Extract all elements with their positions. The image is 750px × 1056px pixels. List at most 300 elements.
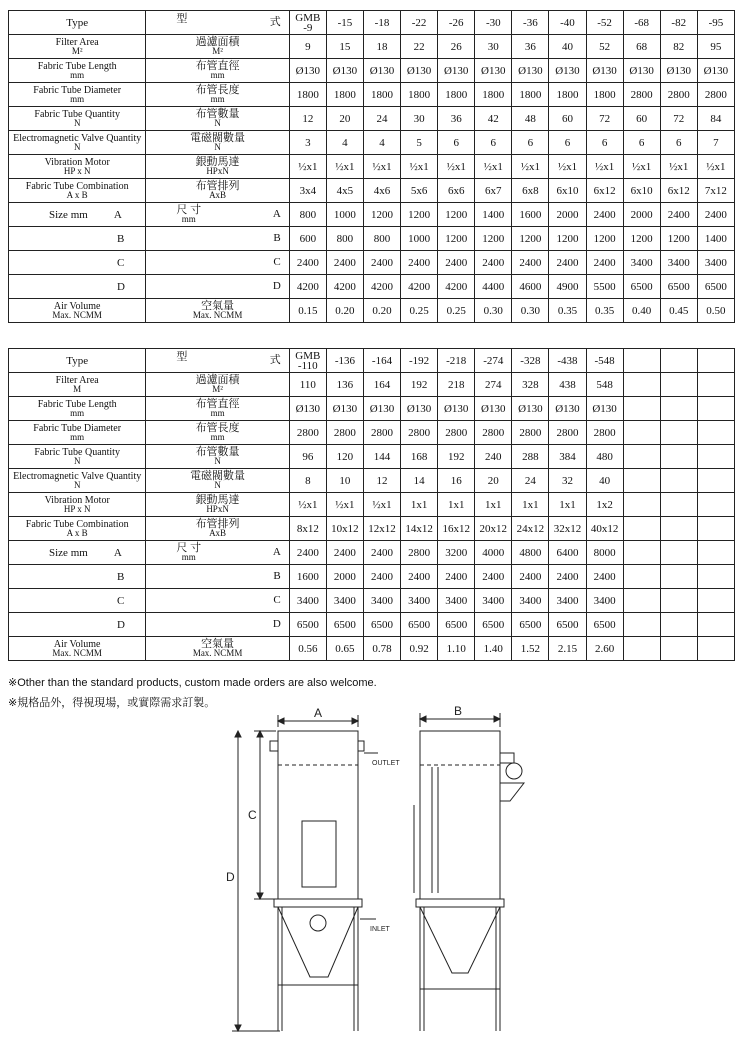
model-header: -164 (363, 349, 400, 373)
model-header (623, 349, 660, 373)
value-cell: 1200 (549, 227, 586, 251)
size-row (9, 275, 735, 299)
value-cell (660, 637, 697, 661)
header-row (9, 349, 735, 373)
value-cell: 1200 (475, 227, 512, 251)
value-cell: ½x1 (363, 155, 400, 179)
row-label-zh-unit: mm (210, 93, 225, 104)
value-cell: 4800 (512, 541, 549, 565)
value-cell: 0.25 (401, 299, 438, 323)
dim-d-label: D (226, 870, 235, 884)
value-cell: 5x6 (401, 179, 438, 203)
row-label-zh (146, 493, 289, 517)
value-cell: 1200 (363, 203, 400, 227)
value-cell: 6500 (438, 613, 475, 637)
row-label-zh (146, 373, 289, 397)
value-cell: 4200 (363, 275, 400, 299)
row-label-en-unit: A x B (66, 527, 88, 538)
value-cell: 2800 (401, 421, 438, 445)
value-cell: ½x1 (289, 493, 326, 517)
value-cell: 3400 (697, 251, 734, 275)
value-cell: 6500 (697, 275, 734, 299)
value-cell: 6 (512, 131, 549, 155)
value-cell: 2800 (438, 421, 475, 445)
row-label-en-main: Filter Area (55, 36, 99, 48)
value-cell: 42 (475, 107, 512, 131)
spec-row (9, 59, 735, 83)
value-cell: 0.35 (549, 299, 586, 323)
value-cell: 14 (401, 469, 438, 493)
value-cell: 1800 (363, 83, 400, 107)
dim-c-label: C (248, 808, 257, 822)
value-cell: 2400 (660, 203, 697, 227)
value-cell: 4x6 (363, 179, 400, 203)
value-cell: 2800 (289, 421, 326, 445)
row-label-en (9, 59, 146, 83)
row-label-zh-main: 布管長度 (195, 83, 240, 96)
value-cell: 6500 (326, 613, 363, 637)
value-cell: ½x1 (623, 155, 660, 179)
value-cell (660, 493, 697, 517)
value-cell: 0.25 (438, 299, 475, 323)
value-cell: 1200 (586, 227, 623, 251)
value-cell: 0.65 (326, 637, 363, 661)
row-label-en-unit: M² (71, 45, 83, 56)
row-label-en (9, 517, 146, 541)
value-cell: 0.30 (475, 299, 512, 323)
value-cell: 2400 (512, 251, 549, 275)
row-label-en-unit: N (73, 479, 81, 490)
value-cell: 36 (438, 107, 475, 131)
value-cell: ½x1 (512, 155, 549, 179)
value-cell: 8x12 (289, 517, 326, 541)
air-label-en-unit: Max. NCMM (52, 647, 102, 658)
value-cell: 6x6 (438, 179, 475, 203)
value-cell: 20 (326, 107, 363, 131)
value-cell: Ø130 (438, 397, 475, 421)
row-label-en-unit: M (73, 383, 82, 394)
value-cell: 3400 (475, 589, 512, 613)
value-cell (697, 373, 734, 397)
value-cell (660, 517, 697, 541)
spec-row (9, 131, 735, 155)
row-label-zh (146, 131, 289, 155)
value-cell: 2400 (363, 565, 400, 589)
size-row (9, 589, 735, 613)
size-label-en (9, 613, 146, 637)
value-cell: 6x12 (660, 179, 697, 203)
value-cell: 6x8 (512, 179, 549, 203)
front-view (226, 706, 400, 1031)
value-cell: 2800 (363, 421, 400, 445)
value-cell: Ø130 (697, 59, 734, 83)
value-cell: 4000 (475, 541, 512, 565)
value-cell: 84 (697, 107, 734, 131)
row-label-en (9, 493, 146, 517)
spec-row (9, 421, 735, 445)
value-cell: 1.40 (475, 637, 512, 661)
value-cell: 1800 (438, 83, 475, 107)
value-cell: 800 (289, 203, 326, 227)
spec-row (9, 493, 735, 517)
value-cell: 3400 (549, 589, 586, 613)
value-cell (697, 541, 734, 565)
value-cell: 2400 (438, 251, 475, 275)
size-label-zh (146, 541, 289, 565)
value-cell: 14x12 (401, 517, 438, 541)
value-cell: 72 (586, 107, 623, 131)
size-row (9, 251, 735, 275)
row-label-en (9, 83, 146, 107)
value-cell: 2400 (363, 251, 400, 275)
model-header: -30 (475, 11, 512, 35)
value-cell: 6500 (512, 613, 549, 637)
value-cell: 192 (438, 445, 475, 469)
value-cell (660, 421, 697, 445)
value-cell: 2400 (289, 251, 326, 275)
value-cell: 168 (401, 445, 438, 469)
value-cell: ½x1 (660, 155, 697, 179)
value-cell: 6 (438, 131, 475, 155)
value-cell: 1400 (475, 203, 512, 227)
value-cell: 0.56 (289, 637, 326, 661)
row-label-en-main: Fabric Tube Diameter (33, 422, 122, 434)
value-cell (697, 421, 734, 445)
value-cell: 4x5 (326, 179, 363, 203)
value-cell: 3400 (512, 589, 549, 613)
value-cell (697, 565, 734, 589)
side-view (414, 705, 524, 1031)
value-cell: 164 (363, 373, 400, 397)
row-label-zh-unit: M² (212, 383, 223, 394)
value-cell: 40 (549, 35, 586, 59)
value-cell: 1x1 (512, 493, 549, 517)
model-header: -36 (512, 11, 549, 35)
size-label-zh-unit: mm (181, 552, 196, 562)
value-cell: ½x1 (326, 493, 363, 517)
value-cell: 6x12 (586, 179, 623, 203)
dim-a-label: A (314, 706, 323, 720)
value-cell: 4 (363, 131, 400, 155)
air-label-zh-unit: Max. NCMM (192, 309, 243, 320)
size-row (9, 613, 735, 637)
value-cell (623, 493, 660, 517)
type-label-zh (146, 349, 289, 373)
value-cell (623, 613, 660, 637)
model-header (697, 349, 734, 373)
value-cell: 1200 (401, 203, 438, 227)
row-label-zh-unit: HPxN (206, 503, 229, 514)
spec-row (9, 469, 735, 493)
row-label-en (9, 445, 146, 469)
header-row (9, 11, 735, 35)
value-cell: 0.30 (512, 299, 549, 323)
value-cell (660, 541, 697, 565)
value-cell: 1x1 (549, 493, 586, 517)
model-header: -95 (697, 11, 734, 35)
value-cell: Ø130 (549, 397, 586, 421)
row-label-en-main: Filter Area (55, 374, 99, 386)
value-cell: 1800 (512, 83, 549, 107)
row-label-en-main: Fabric Tube Quantity (34, 108, 120, 120)
value-cell: 0.15 (289, 299, 326, 323)
row-label-zh (146, 107, 289, 131)
value-cell: 274 (475, 373, 512, 397)
value-cell (697, 637, 734, 661)
value-cell: 2000 (623, 203, 660, 227)
model-header: -68 (623, 11, 660, 35)
row-label-en-unit: mm (70, 69, 85, 80)
value-cell: 24 (512, 469, 549, 493)
custom-order-note-zh: ※規格品外，得視現場，或實際需求訂製。 (8, 696, 216, 709)
value-cell: 2400 (438, 565, 475, 589)
value-cell: 2800 (512, 421, 549, 445)
size-label-en-main: Size mm (49, 546, 88, 559)
value-cell: 6500 (660, 275, 697, 299)
size-letter-zh: C (273, 256, 281, 268)
value-cell: 1200 (438, 227, 475, 251)
value-cell: 15 (326, 35, 363, 59)
value-cell: ½x1 (475, 155, 512, 179)
air-label-en-unit: Max. NCMM (52, 309, 102, 320)
value-cell: 2000 (549, 203, 586, 227)
value-cell: 1800 (475, 83, 512, 107)
size-letter-zh: A (272, 546, 281, 558)
value-cell: 0.20 (363, 299, 400, 323)
value-cell: 1200 (512, 227, 549, 251)
row-label-zh-main: 銀動馬達 (195, 155, 240, 168)
value-cell: 0.35 (586, 299, 623, 323)
value-cell: ½x1 (363, 493, 400, 517)
value-cell (623, 517, 660, 541)
value-cell: 0.45 (660, 299, 697, 323)
value-cell: 0.20 (326, 299, 363, 323)
custom-order-note-en: ※Other than the standard products, custom made orders are also welcome. (8, 677, 377, 689)
value-cell: 1400 (697, 227, 734, 251)
value-cell: 2800 (326, 421, 363, 445)
size-label-en (9, 203, 146, 227)
air-label-zh (146, 299, 289, 323)
spec-row (9, 517, 735, 541)
value-cell: 10 (326, 469, 363, 493)
model-header: -40 (549, 11, 586, 35)
value-cell: 1600 (512, 203, 549, 227)
value-cell: 16 (438, 469, 475, 493)
value-cell: 3200 (438, 541, 475, 565)
row-label-en (9, 179, 146, 203)
value-cell: 3x4 (289, 179, 326, 203)
size-label-zh (146, 251, 289, 275)
value-cell: 7x12 (697, 179, 734, 203)
value-cell: Ø130 (401, 59, 438, 83)
size-letter-zh: B (273, 570, 281, 582)
value-cell: 438 (549, 373, 586, 397)
value-cell: Ø130 (363, 59, 400, 83)
value-cell: Ø130 (289, 59, 326, 83)
value-cell: 2800 (697, 83, 734, 107)
row-label-zh-main: 布管長度 (195, 421, 240, 434)
value-cell: 2800 (660, 83, 697, 107)
value-cell: 4600 (512, 275, 549, 299)
air-label-en (9, 637, 146, 661)
row-label-zh (146, 397, 289, 421)
row-label-zh-unit: M² (212, 45, 223, 56)
value-cell (623, 589, 660, 613)
value-cell: 60 (623, 107, 660, 131)
value-cell: 2400 (549, 251, 586, 275)
value-cell (623, 421, 660, 445)
outlet-label: OUTLET (372, 760, 400, 767)
model-header: GMB -9 (289, 11, 326, 35)
row-label-zh-main: 銀動馬達 (195, 493, 240, 506)
value-cell: 1800 (326, 83, 363, 107)
value-cell: 52 (586, 35, 623, 59)
row-label-zh (146, 83, 289, 107)
value-cell: 10x12 (326, 517, 363, 541)
size-row (9, 227, 735, 251)
row-label-zh-main: 電磁閥數量 (190, 131, 246, 144)
row-label-en (9, 131, 146, 155)
size-label-zh-main: 尺 寸 (176, 542, 202, 554)
row-label-zh-main: 布管排列 (195, 179, 240, 192)
value-cell: 2.15 (549, 637, 586, 661)
value-cell: 2400 (512, 565, 549, 589)
value-cell: 6x7 (475, 179, 512, 203)
value-cell: 4200 (289, 275, 326, 299)
size-row (9, 541, 735, 565)
value-cell: 2400 (401, 251, 438, 275)
type-label-en: Type (9, 11, 146, 35)
value-cell: 3400 (623, 251, 660, 275)
value-cell: 218 (438, 373, 475, 397)
value-cell (623, 397, 660, 421)
size-label-zh-unit: mm (181, 214, 196, 224)
value-cell: 12 (289, 107, 326, 131)
value-cell: Ø130 (660, 59, 697, 83)
value-cell: 2400 (697, 203, 734, 227)
value-cell: 22 (401, 35, 438, 59)
size-letter-en: D (117, 280, 125, 293)
row-label-en (9, 107, 146, 131)
row-label-en (9, 469, 146, 493)
size-letter-en: B (117, 570, 125, 583)
value-cell: Ø130 (623, 59, 660, 83)
value-cell: 1600 (289, 565, 326, 589)
value-cell: Ø130 (363, 397, 400, 421)
value-cell: 1800 (549, 83, 586, 107)
value-cell: Ø130 (586, 59, 623, 83)
value-cell: 4 (326, 131, 363, 155)
size-letter-zh: B (273, 232, 281, 244)
size-label-zh (146, 275, 289, 299)
size-letter-en: A (113, 546, 122, 559)
value-cell: 0.92 (401, 637, 438, 661)
row-label-en-main: Fabric Tube Length (37, 398, 117, 410)
model-header: -548 (586, 349, 623, 373)
value-cell: 2400 (363, 541, 400, 565)
value-cell: 40 (586, 469, 623, 493)
value-cell: 96 (289, 445, 326, 469)
value-cell: 2400 (326, 541, 363, 565)
value-cell (623, 373, 660, 397)
value-cell: 6500 (549, 613, 586, 637)
value-cell: 0.78 (363, 637, 400, 661)
row-label-zh (146, 445, 289, 469)
dust-collector-diagram (210, 705, 540, 1045)
value-cell: 384 (549, 445, 586, 469)
row-label-zh-unit: mm (210, 69, 225, 80)
row-label-zh-main: 過濾面積 (195, 373, 240, 386)
value-cell: 4400 (475, 275, 512, 299)
row-label-zh (146, 179, 289, 203)
value-cell: ½x1 (438, 155, 475, 179)
size-letter-zh: A (272, 208, 281, 220)
value-cell: 24 (363, 107, 400, 131)
row-label-zh (146, 421, 289, 445)
value-cell: 3400 (438, 589, 475, 613)
row-label-zh-main: 布管數量 (195, 107, 240, 120)
value-cell: 6500 (623, 275, 660, 299)
air-label-en (9, 299, 146, 323)
value-cell: Ø130 (512, 59, 549, 83)
value-cell: 2400 (586, 251, 623, 275)
size-letter-en: C (117, 594, 125, 607)
value-cell: ½x1 (549, 155, 586, 179)
value-cell: Ø130 (475, 59, 512, 83)
row-label-en-main: Fabric Tube Combination (25, 518, 129, 530)
row-label-zh-main: 布管排列 (195, 517, 240, 530)
size-label-en (9, 251, 146, 275)
value-cell: ½x1 (289, 155, 326, 179)
row-label-zh (146, 469, 289, 493)
spec-row (9, 83, 735, 107)
value-cell (660, 373, 697, 397)
size-label-zh-group (176, 544, 201, 562)
model-header: GMB -110 (289, 349, 326, 373)
air-label-zh-main: 空氣量 (201, 637, 235, 650)
value-cell: 1x2 (586, 493, 623, 517)
spec-row (9, 373, 735, 397)
value-cell (623, 541, 660, 565)
value-cell: 548 (586, 373, 623, 397)
spec-table-1 (8, 10, 735, 323)
value-cell: 2800 (475, 421, 512, 445)
value-cell: Ø130 (586, 397, 623, 421)
air-label-en-main: Air Volume (53, 638, 101, 650)
value-cell: 2400 (586, 203, 623, 227)
model-header: -192 (401, 349, 438, 373)
value-cell: 1x1 (438, 493, 475, 517)
value-cell: 3400 (660, 251, 697, 275)
row-label-en-main: Fabric Tube Quantity (34, 446, 120, 458)
spec-row (9, 179, 735, 203)
value-cell: Ø130 (512, 397, 549, 421)
value-cell: 26 (438, 35, 475, 59)
value-cell: 1x1 (401, 493, 438, 517)
value-cell: 1.52 (512, 637, 549, 661)
value-cell: 4900 (549, 275, 586, 299)
value-cell: 192 (401, 373, 438, 397)
value-cell: 0.40 (623, 299, 660, 323)
row-label-zh-unit: mm (210, 407, 225, 418)
value-cell: 1200 (623, 227, 660, 251)
air-label-zh-unit: Max. NCMM (192, 647, 243, 658)
value-cell: 6500 (363, 613, 400, 637)
value-cell: 144 (363, 445, 400, 469)
model-header: -26 (438, 11, 475, 35)
size-label-en (9, 589, 146, 613)
value-cell: 6x10 (549, 179, 586, 203)
